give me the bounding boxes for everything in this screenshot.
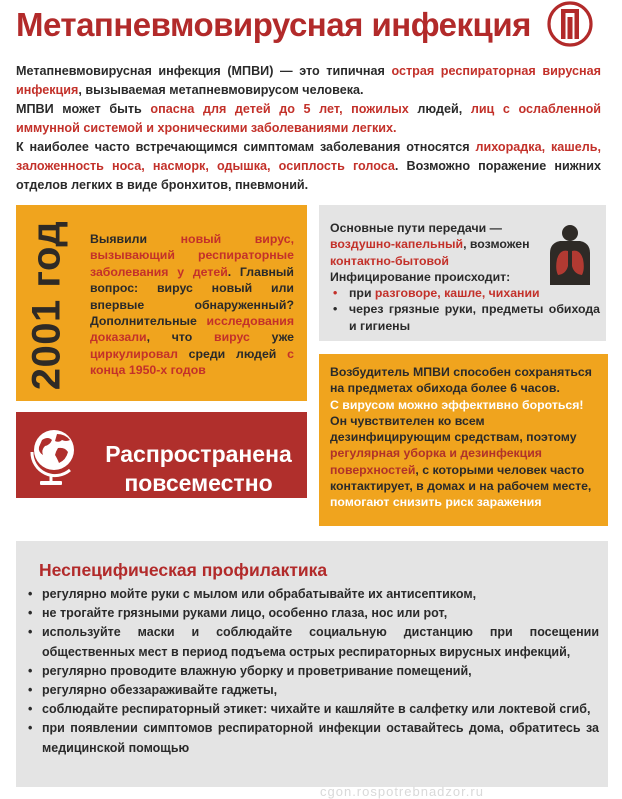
transmission-text — [330, 220, 600, 334]
rospotrebnadzor-logo-icon — [539, 0, 601, 48]
infection-label: Инфицирование происходит: — [330, 269, 511, 284]
list-item: • не трогайте грязными руками лицо, особенно глаза, нос или рот, — [25, 604, 599, 623]
intro-paragraph-2: МПВИ может быть опасна для детей до 5 лет, пожилых людей, лиц с ослабленной иммунной системой и хроническими заболеваниями легких. — [16, 102, 602, 135]
spread-panel — [16, 412, 307, 498]
prevention-heading: Неспецифическая профилактика — [39, 560, 328, 580]
list-item: • через грязные руки, предметы обихода и гигиены — [330, 301, 600, 334]
infection-list — [330, 285, 600, 334]
prevention-list — [25, 585, 599, 758]
survival-panel — [319, 354, 608, 526]
list-item: • при появлении симптомов респираторной инфекции оставайтесь дома, обратитесь за медицинской помощью — [25, 719, 599, 757]
list-item: • регулярно проводите влажную уборку и проветривание помещений, — [25, 662, 599, 681]
transmission-panel — [319, 205, 606, 341]
watermark: cgon.rospotrebnadzor.ru — [320, 784, 484, 799]
intro-paragraph-1: Метапневмовирусная инфекция (МПВИ) — это типичная острая респираторная вирусная инфекция, вызываемая метапневмовирусом человека. — [16, 64, 601, 97]
intro-text — [16, 62, 601, 195]
page-title: Метапневмовирусная инфекция — [16, 6, 531, 43]
spread-text: Распространена повсеместно — [105, 441, 292, 496]
year-label: 2001 год — [24, 220, 69, 390]
globe-icon — [24, 422, 88, 488]
list-item: • соблюдайте респираторный этикет: чихайте и кашляйте в салфетку или локтевой сгиб, — [25, 700, 599, 719]
list-item: • регулярно обеззараживайте гаджеты, — [25, 681, 599, 700]
intro-paragraph-3: К наиболее часто встречающимся симптомам заболевания относятся лихорадка, кашель, заложенность носа, насморк, одышка, осиплость голоса. Возможно поражение нижних отделов легких в виде бронхитов, пневмоний. — [16, 140, 601, 192]
prevention-panel — [16, 541, 608, 787]
history-panel — [16, 205, 307, 401]
list-item: • используйте маски и соблюдайте социальную дистанцию при посещении общественных мест в период подъема острых респираторных вирусных инфекций, — [25, 623, 599, 661]
list-item: • регулярно мойте руки с мылом или обрабатывайте их антисептиком, — [25, 585, 599, 604]
transmission-routes: Основные пути передачи — воздушно-капельный, возможен контактно-бытовой — [330, 221, 530, 268]
history-text: Выявили новый вирус, вызывающий респираторные заболевания у детей. Главный вопрос: вирус новый или впервые обнаруженный? Дополнительные исследования доказали, что вирус уже циркулировал среди людей с конца 1950-х годов — [90, 232, 295, 378]
list-item: • при разговоре, кашле, чихании — [330, 285, 600, 301]
survival-text: Возбудитель МПВИ способен сохраняться на предметах обихода более 6 часов. С вирусом можно эффективно бороться! Он чувствителен ко всем дезинфицирующим средствам, поэтому регулярная уборка и дезинфекция поверхностей, с которыми человек часто контактирует, в домах и на рабочем месте, помогают снизить риск заражения — [330, 365, 592, 510]
